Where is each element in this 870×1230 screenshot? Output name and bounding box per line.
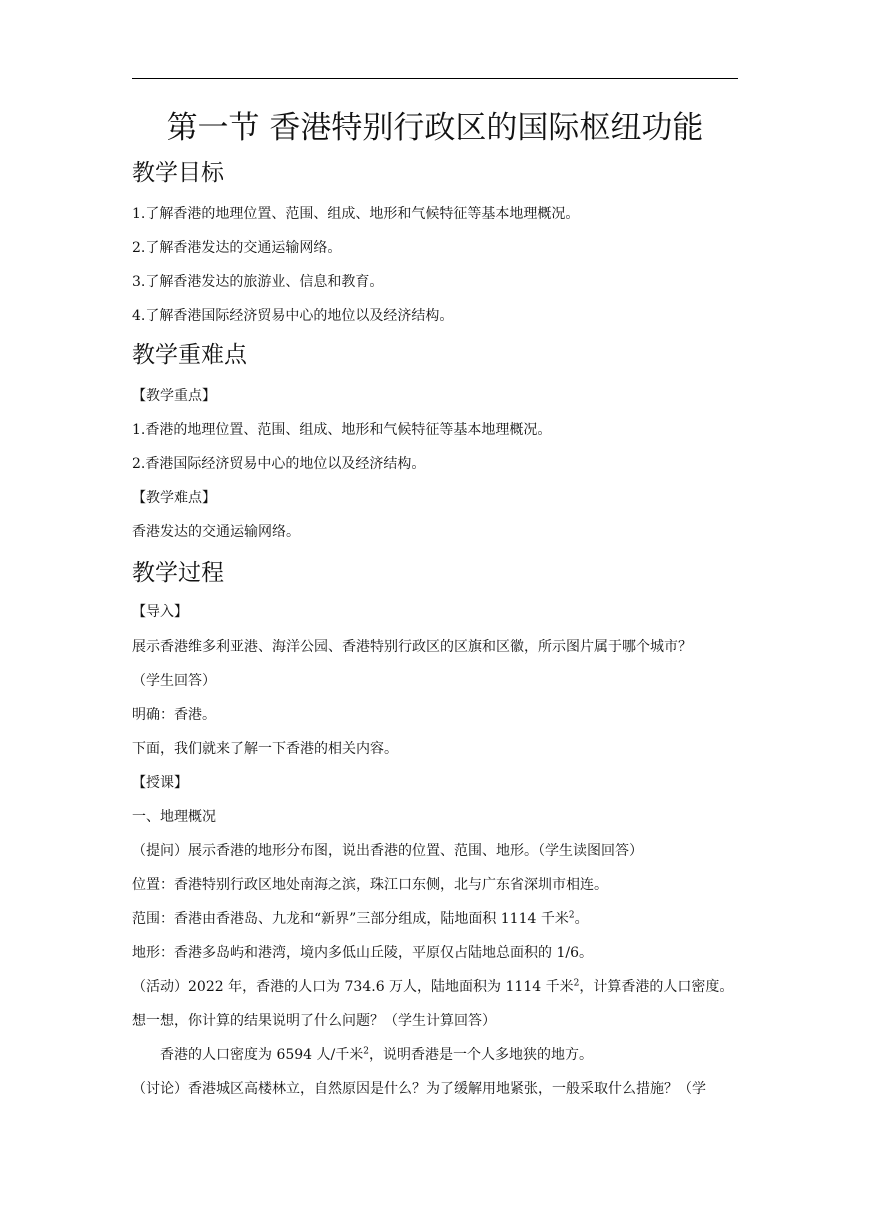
location-line: 位置：香港特别行政区地处南海之滨，珠江口东侧，北与广东省深圳市相连。: [132, 877, 608, 893]
subheading-geography: 一、地理概况: [132, 809, 216, 825]
heading-objectives: 教学目标: [132, 160, 224, 186]
activity-text: （活动）2022 年，香港的人口为 734.6 万人，陆地面积为 1114 千米: [132, 979, 574, 995]
intro-label: 【导入】: [132, 604, 188, 620]
superscript: 2: [363, 1046, 369, 1057]
page-title: 第一节 香港特别行政区的国际枢纽功能: [166, 110, 704, 146]
heading-key-points: 教学重难点: [132, 342, 247, 368]
density-text: 香港的人口密度为 6594 人/千米: [160, 1047, 364, 1063]
focus-item: 2.香港国际经济贸易中心的地位以及经济结构。: [132, 456, 426, 472]
think-line: 想一想，你计算的结果说明了什么问题？（学生计算回答）: [132, 1013, 496, 1029]
objective-item: 4.了解香港国际经济贸易中心的地位以及经济结构。: [132, 308, 454, 324]
scope-text: 范围：香港由香港岛、九龙和“新界”三部分组成，陆地面积 1114 千米: [132, 911, 569, 927]
superscript: 2: [573, 978, 580, 989]
focus-label: 【教学重点】: [132, 388, 216, 404]
activity-end: ，计算香港的人口密度。: [579, 979, 734, 995]
focus-item: 1.香港的地理位置、范围、组成、地形和气候特征等基本地理概况。: [132, 422, 552, 438]
objective-item: 3.了解香港发达的旅游业、信息和教育。: [132, 274, 384, 290]
intro-line: 下面，我们就来了解一下香港的相关内容。: [132, 741, 398, 757]
difficulty-text: 香港发达的交通运输网络。: [132, 524, 300, 540]
superscript: 2: [568, 910, 575, 921]
objective-item: 2.了解香港发达的交通运输网络。: [132, 240, 342, 256]
scope-end: 。: [574, 911, 589, 927]
discussion-line: （讨论）香港城区高楼林立，自然原因是什么？为了缓解用地紧张，一般采取什么措施？（学: [132, 1081, 706, 1097]
intro-line: 明确：香港。: [132, 707, 216, 723]
density-line: [160, 1045, 593, 1065]
top-rule: [132, 78, 738, 79]
scope-line: [132, 909, 589, 929]
difficulty-label: 【教学难点】: [132, 490, 216, 506]
intro-line: （学生回答）: [132, 673, 216, 689]
terrain-line: 地形：香港多岛屿和港湾，境内多低山丘陵，平原仅占陆地总面积的 1/6。: [132, 945, 593, 961]
density-end: ，说明香港是一个人多地狭的地方。: [368, 1047, 593, 1063]
heading-process: 教学过程: [132, 560, 224, 586]
intro-line: 展示香港维多利亚港、海洋公园、香港特别行政区的区旗和区徽，所示图片属于哪个城市？: [132, 639, 692, 655]
objective-item: 1.了解香港的地理位置、范围、组成、地形和气候特征等基本地理概况。: [132, 206, 580, 222]
lecture-label: 【授课】: [132, 775, 188, 791]
question-line: （提问）展示香港的地形分布图，说出香港的位置、范围、地形。（学生读图回答）: [132, 843, 643, 859]
activity-line: [132, 977, 733, 997]
